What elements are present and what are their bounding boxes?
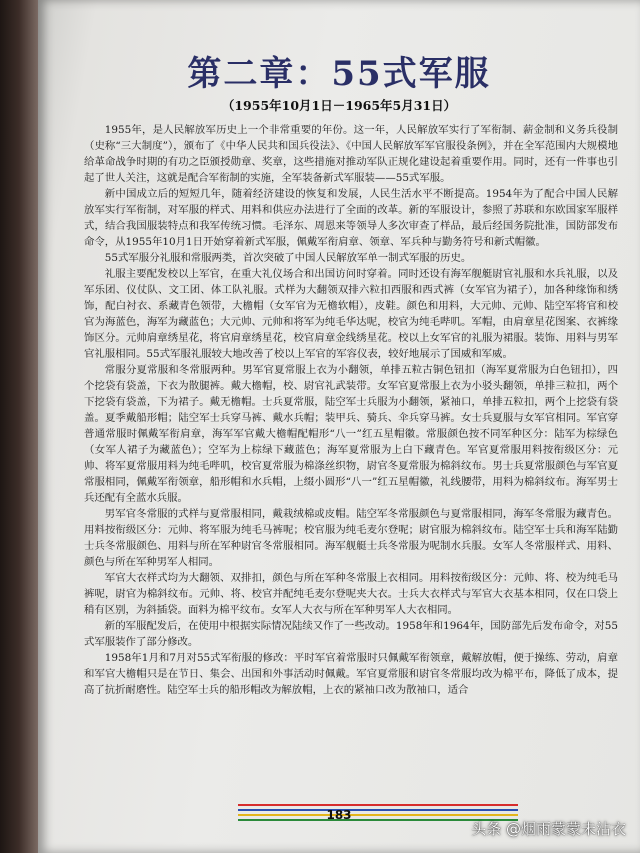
- paragraph: 礼服主要配发校以上军官，在重大礼仪场合和出国访问时穿着。同时还设有海军舰艇尉官礼服和水兵礼服，以及军乐团、仪仗队、文工团、体工队礼服。式样为大翻领双排六粒扣西服和西式裤（女军官为裙子），加各种缘饰和绣饰，配白衬衣、系藏青色领带，大檐帽（女军官为无檐软帽），皮鞋。颜色和用料，大元帅、元帅、陆空军将官和校官为海蓝色，海军为藏蓝色；大元帅、元帅和将军为纯毛华达呢，校官为纯毛哔叽。军帽，由肩章星花图案、衣裤缘饰区分。元帅肩章绣星花，将官肩章绣星花，校官肩章金线绣星花。校以上女军官的礼服为裙服。装饰、用料与男军官礼服相同。55式军服礼服较大地改善了校以上军官的军容仪表，较好地展示了国威和军威。: [84, 268, 618, 360]
- paragraph: 男军官冬常服的式样与夏常服相同，戴栽绒棉或皮帽。陆空军冬常服颜色与夏常服相同，海军冬常服为藏青色。用料按衔级区分：元帅、将军服为纯毛马裤呢；校官服为纯毛麦尔登呢；尉官服为棉斜纹布。陆空军士兵和海军陆勤士兵冬常服颜色、用料与所在军种尉官冬常服相同。海军舰艇士兵冬常服为呢制水兵服。女军人冬常服样式、用料、颜色与所在军种男军人相同。: [84, 508, 618, 568]
- paragraph: 新的军服配发后，在使用中根据实际情况陆续又作了一些改动。1958年和1964年，国防部先后发布命令，对55式军服装作了部分修改。: [84, 620, 618, 648]
- paragraph: 军官大衣样式均为大翻领、双排扣，颜色与所在军种冬常服上衣相同。用料按衔级区分：元帅、将、校为纯毛马裤呢，尉官为棉斜纹布。元帅、将、校官并配纯毛麦尔登呢夹大衣。士兵大衣样式与军官大衣基本相同，仅在口袋上稍有区别，为斜插袋。面料为棉平纹布。女军人大衣与所在军种男军人大衣相同。: [84, 572, 618, 616]
- chapter-subtitle: （1955年10月1日－1965年5月31日）: [221, 98, 457, 113]
- paragraph: 新中国成立后的短短几年，随着经济建设的恢复和发展，人民生活水平不断提高。1954年为了配合中国人民解放军实行军衔制，对军服的样式、用料和供应办法进行了全面的改革。新的军服设计，参照了苏联和东欧国家军服样式，结合我国服装特点和我军传统习惯。毛泽东、周恩来等领导人多次审查了样品，最后经国务院批准，国防部发布命令，从1955年10月1日开始穿着新式军服，佩戴军衔肩章、领章、军兵种与勤务符号和新式帽徽。: [84, 188, 618, 248]
- paragraph: 1955年，是人民解放军历史上一个非常重要的年份。这一年，人民解放军实行了军衔制、薪金制和义务兵役制（史称“三大制度”），颁布了《中华人民共和国兵役法》、《中国人民解放军军官服役条例》，并在全军范围内大规模地给革命战争时期的有功之臣颁授勋章、奖章，这些措施对推动军队正规化建设起着重要作用。同时，还有一件事也引起了世人关注，这就是配合军衔制的实施，全军装备新式军服装——55式军服。: [84, 124, 618, 184]
- watermark-text: 头条 @烟雨蒙蒙未沾衣: [471, 820, 626, 838]
- chapter-title: 第二章：55式军服: [187, 54, 491, 94]
- paragraph: 55式军服分礼服和常服两类，首次突破了中国人民解放军单一制式军服的历史。: [104, 252, 472, 264]
- paragraph: 1958年1月和7月对55式军衔服的修改：平时军官着常服时只佩戴军衔领章，戴解放帽，便于操练、劳动，肩章和军官大檐帽只是在节日、集会、出国和外事活动时佩戴。军官夏常服和尉官冬常服均改为棉平布，降低了成本，提高了抗折耐磨性。陆空军士兵的船形帽改为解放帽，上衣的紧袖口改为散袖口，适合: [84, 652, 618, 696]
- book-page: [38, 0, 640, 853]
- chapter-body: [84, 122, 618, 795]
- page-number: 183: [326, 808, 352, 822]
- footer-stripe: [238, 804, 388, 806]
- footer-stripe: [368, 804, 518, 806]
- book-spine: [0, 0, 38, 853]
- paragraph: 常服分夏常服和冬常服两种。男军官夏常服上衣为小翻领，单排五粒古铜色钮扣（海军夏常服为白色钮扣），四个挖袋有袋盖，下衣为散腿裤。戴大檐帽，校、尉官礼武装带。女军官夏常服上衣为小驳头翻领，单排三粒扣，两个下挖袋有袋盖，下为裙子。戴无檐帽。士兵夏常服，陆空军士兵服为小翻领，紧袖口，单排五粒扣，两个上挖袋有袋盖。夏季戴船形帽；陆空军士兵穿马裤、戴水兵帽；装甲兵、骑兵、伞兵穿马裤。女士兵夏服与女军官相同。军官穿普通常服时佩戴军衔肩章，海军军官戴大檐帽配帽形“八一”红五星帽徽。常服颜色按不同军种区分：陆军为棕绿色（女军人裙子为藏蓝色）；空军为上棕绿下藏蓝色；海军夏常服为上白下藏青色。军官夏常服用料按衔级区分：元帅、将军夏常服用料为纯毛哔叽，校官夏常服为棉涤丝织物，尉官冬夏常服为棉斜纹布。男士兵夏常服颜色与军官夏常服相同，佩戴军衔领章，船形帽和水兵帽，上缀小圆形“八一”红五星帽徽，礼线腰带，用料为棉斜纹布。海军男士兵还配有全蓝水兵服。: [84, 364, 618, 504]
